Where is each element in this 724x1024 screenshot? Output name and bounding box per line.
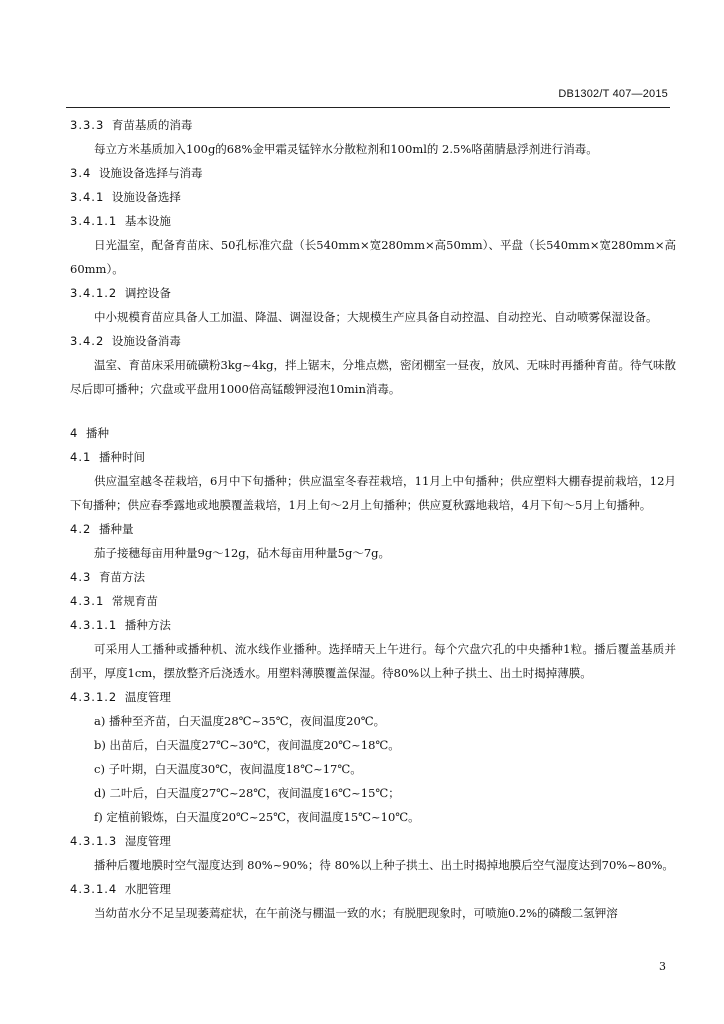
section-heading: 4.1 播种时间 [70, 450, 145, 464]
paragraph: 可采用人工播种或播种机、流水线作业播种。选择晴天上午进行。每个穴盘穴孔的中央播种1粒。播后覆盖基质并刮平，厚度1cm，摆放整齐后浇透水。用塑料薄膜覆盖保湿。待80%以上种子拱土、出土时揭掉薄膜。 [70, 642, 676, 680]
paragraph: 每立方米基质加入100g的68%金甲霜灵锰锌水分散粒剂和100ml的 2.5%咯菌腈悬浮剂进行消毒。 [94, 142, 598, 156]
list-item: a) 播种至齐苗，白天温度28℃~35℃，夜间温度20℃。 [94, 714, 386, 728]
list-item: b) 出苗后，白天温度27℃~30℃，夜间温度20℃~18℃。 [94, 738, 400, 752]
section-heading: 3.4 设施设备选择与消毒 [70, 166, 203, 180]
section-heading: 4.3.1.4 水肥管理 [70, 882, 171, 896]
section-heading: 4.3 育苗方法 [70, 570, 145, 584]
section-heading: 3.3.3 育苗基质的消毒 [70, 118, 193, 132]
paragraph: 日光温室，配备育苗床、50孔标准穴盘（长540mm×宽280mm×高50mm）、平盘（长540mm×宽280mm×高60mm）。 [70, 238, 676, 276]
paragraph: 中小规模育苗应具备人工加温、降温、调湿设备；大规模生产应具备自动控温、自动控光、自动喷雾保湿设备。 [94, 310, 658, 324]
paragraph: 当幼苗水分不足呈现萎蔫症状，在午前浇与棚温一致的水；有脱肥现象时，可喷施0.2%的磷酸二氢钾溶 [94, 906, 618, 920]
section-heading: 3.4.2 设施设备消毒 [70, 334, 181, 348]
list-item: d) 二叶后，白天温度27℃~28℃，夜间温度16℃~15℃； [94, 786, 400, 800]
page-content [70, 113, 676, 925]
header-rule [66, 107, 670, 108]
section-heading: 3.4.1.1 基本设施 [70, 214, 171, 228]
paragraph: 供应温室越冬茬栽培，6月中下旬播种；供应温室冬春茬栽培，11月上中旬播种；供应塑料大棚春提前栽培，12月下旬播种；供应春季露地或地膜覆盖栽培，1月上旬～2月上旬播种；供应夏秋露地栽培，4月下旬～5月上旬播种。 [70, 474, 676, 512]
document-code: DB1302/T 407—2015 [558, 88, 668, 100]
spacer [70, 401, 676, 421]
section-heading: 4.3.1.2 温度管理 [70, 690, 171, 704]
list-item: f) 定植前锻炼，白天温度20℃~25℃，夜间温度15℃~10℃。 [94, 810, 420, 824]
section-heading: 4.2 播种量 [70, 522, 134, 536]
section-heading: 4.3.1.3 湿度管理 [70, 834, 171, 848]
paragraph: 茄子接穗每亩用种量9g～12g，砧木每亩用种量5g～7g。 [94, 546, 391, 560]
page-number: 3 [659, 960, 666, 973]
paragraph: 播种后覆地膜时空气湿度达到 80%~90%；待 80%以上种子拱土、出土时揭掉地膜后空气湿度达到70%~80%。 [94, 858, 674, 872]
section-heading: 4.3.1 常规育苗 [70, 594, 158, 608]
section-heading: 4 播种 [70, 426, 109, 440]
section-heading: 4.3.1.1 播种方法 [70, 618, 171, 632]
section-heading: 3.4.1 设施设备选择 [70, 190, 181, 204]
paragraph: 温室、育苗床采用硫磺粉3kg~4kg，拌上锯末，分堆点燃，密闭棚室一昼夜，放风、无味时再播种育苗。待气味散尽后即可播种；穴盘或平盘用1000倍高锰酸钾浸泡10min消毒。 [70, 358, 676, 396]
list-item: c) 子叶期，白天温度30℃，夜间温度18℃~17℃。 [94, 762, 362, 776]
section-heading: 3.4.1.2 调控设备 [70, 286, 171, 300]
